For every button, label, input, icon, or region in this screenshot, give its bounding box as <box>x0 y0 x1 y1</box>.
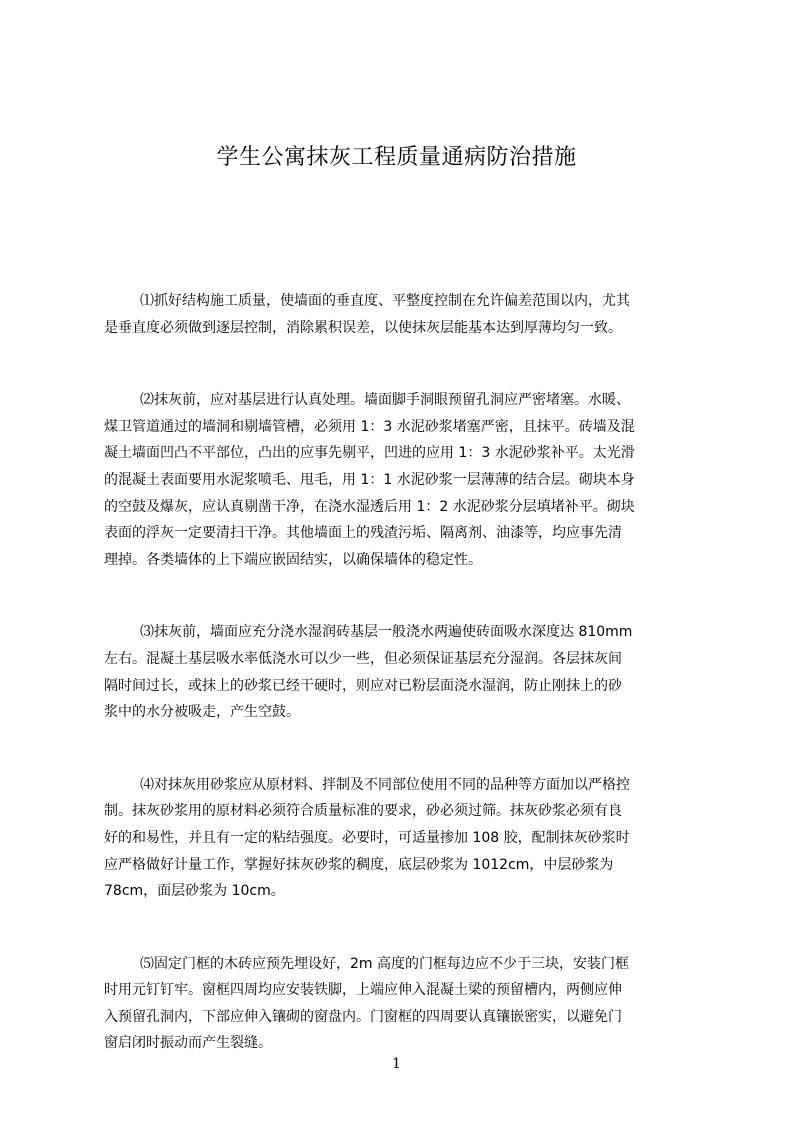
paragraph-line: 左右。混凝土基层吸水率低浇水可以少一些，但必须保证基层充分湿润。各层抹灰间 <box>104 650 622 667</box>
paragraph-line: 隔时间过长，或抹上的砂浆已经干硬时，则应对已粉层面浇水湿润，防止刚抹上的砂 <box>104 677 622 694</box>
paragraph-line: 浆中的水分被吸走，产生空鼓。 <box>104 704 300 721</box>
paragraph-line: 应严格做好计量工作，掌握好抹灰砂浆的稠度，底层砂浆为 1012cm，中层砂浆为 <box>104 856 614 873</box>
document-body <box>104 288 704 1103</box>
paragraph-line: 的空鼓及爆灰，应认真剔凿干净，在浇水湿透后用 1：2 水泥砂浆分层填堵补平。砌块 <box>104 498 635 515</box>
paragraph-line: ⑸固定门框的木砖应预先埋设好，2m 高度的门框每边应不少于三块，安装门框 <box>140 955 629 972</box>
paragraph-line: ⑴抓好结构施工质量，使墙面的垂直度、平整度控制在允许偏差范围以内，尤其 <box>140 293 630 309</box>
paragraph-line: 时用元钉钉牢。窗框四周均应安装铁脚，上端应伸入混凝土梁的预留槽内，两侧应伸 <box>104 982 622 999</box>
paragraph-line: 78cm，面层砂浆为 10cm。 <box>104 883 285 900</box>
paragraph-line: 制。抹灰砂浆用的原材料必须符合质量标准的要求，砂必须过筛。抹灰砂浆必须有良 <box>104 803 622 820</box>
page-number: 1 <box>392 1056 401 1072</box>
document-title: 学生公寓抹灰工程质量通病防治措施 <box>216 145 577 170</box>
paragraph-4 <box>104 772 704 905</box>
paragraph-line: 好的和易性，并且有一定的粘结强度。必要时，可适量掺加 108 胶，配制抹灰砂浆时 <box>104 829 630 846</box>
paragraph-1 <box>104 288 704 341</box>
paragraph-line: 的混凝土表面要用水泥浆喷毛、甩毛，用 1：1 水泥砂浆一层薄薄的结合层。砌块本身 <box>104 471 635 488</box>
paragraph-line: 煤卫管道通过的墙洞和剔墙管槽，必须用 1：3 水泥砂浆堵塞严密，且抹平。砖墙及混 <box>104 418 635 435</box>
paragraph-line: 理掉。各类墙体的上下端应嵌固结实，以确保墙体的稳定性。 <box>104 551 482 568</box>
paragraph-line: 是垂直度必须做到逐层控制，消除累积误差，以使抹灰层能基本达到厚薄均匀一致。 <box>104 319 622 336</box>
paragraph-3 <box>104 619 704 725</box>
paragraph-line: ⑵抹灰前，应对基层进行认真处理。墙面脚手洞眼预留孔洞应严密堵塞。水暖、 <box>140 392 630 409</box>
paragraph-line: 表面的浮灰一定要清扫干净。其他墙面上的残渣污垢、隔离剂、油漆等，均应事先清 <box>104 525 622 542</box>
paragraph-line: ⑶抹灰前，墙面应充分浇水湿润砖基层一般浇水两遍使砖面吸水深度达 810mm <box>140 624 633 641</box>
paragraph-2 <box>104 387 704 573</box>
paragraph-line: 凝土墙面凹凸不平部位，凸出的应事先剔平，凹进的应用 1：3 水泥砂浆补平。太光滑 <box>104 445 635 462</box>
paragraph-line: ⑷对抹灰用砂浆应从原材料、拌制及不同部位使用不同的品种等方面加以严格控 <box>140 776 630 793</box>
paragraph-line: 窗启闭时振动而产生裂缝。 <box>104 1035 272 1052</box>
paragraph-line: 入预留孔洞内，下部应伸入镶砌的窗盘内。门窗框的四周要认真镶嵌密实，以避免门 <box>104 1008 622 1025</box>
paragraph-5 <box>104 951 704 1057</box>
